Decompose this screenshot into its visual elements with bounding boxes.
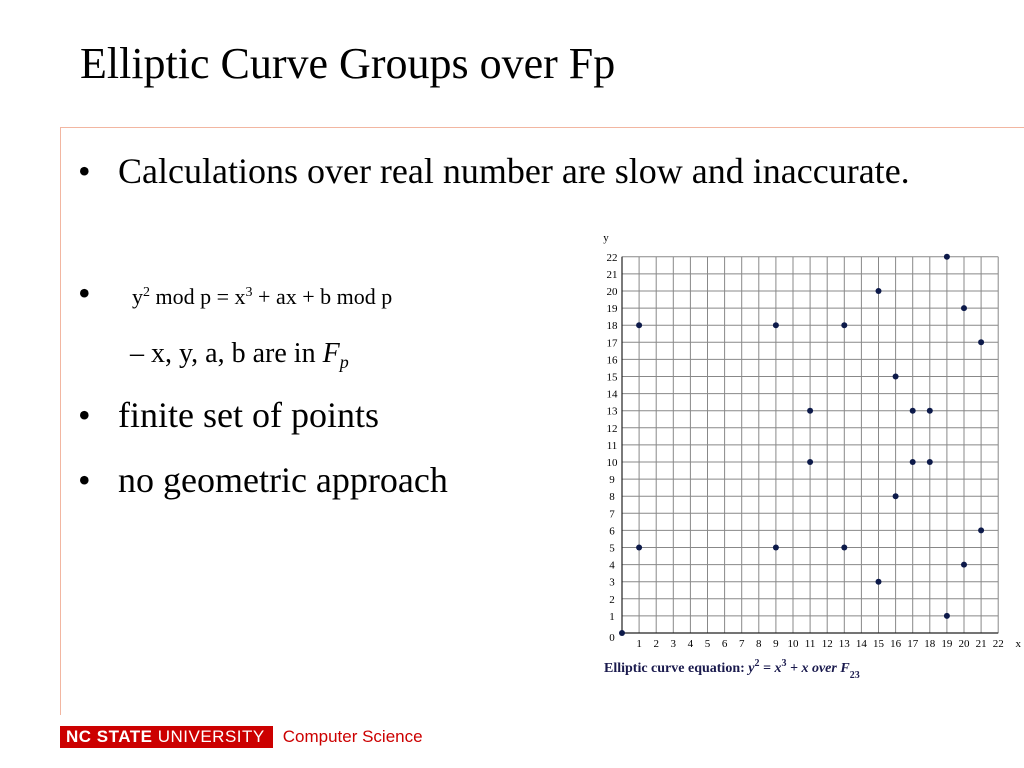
data-point: [773, 322, 779, 328]
caption-mid: = x: [759, 661, 782, 676]
y-tick-label: 22: [606, 251, 618, 264]
data-point: [636, 545, 642, 551]
data-point: [876, 288, 882, 294]
data-point: [807, 408, 813, 414]
data-point: [944, 254, 950, 260]
data-point: [893, 374, 899, 380]
department-name: Computer Science: [282, 727, 423, 746]
y-tick-label: 5: [609, 542, 615, 555]
left-divider: [60, 127, 61, 715]
y-tick-label: 2: [609, 593, 615, 606]
bullet-glyph: •: [78, 273, 91, 313]
bullet-item-equation: [78, 273, 393, 313]
y-tick-label: 21: [606, 268, 618, 281]
x-tick-label: 7: [738, 638, 745, 650]
data-point: [841, 545, 847, 551]
x-tick-label: 9: [773, 638, 779, 650]
y-tick-label: 9: [609, 474, 615, 487]
data-point: [961, 305, 967, 311]
x-tick-label: 20: [958, 638, 970, 650]
x-tick-label: 10: [787, 638, 799, 650]
y-tick-label: 10: [606, 457, 618, 469]
caption-prefix: Elliptic curve equation:: [604, 661, 749, 676]
y-tick-label: 15: [606, 371, 618, 384]
data-point: [961, 562, 967, 568]
x-tick-label: 12: [821, 638, 833, 650]
data-point: [807, 459, 813, 465]
bullet-item: [78, 459, 448, 501]
x-tick-label: 13: [838, 638, 850, 650]
caption-exp3: 3: [781, 658, 787, 669]
logo-rest: UNIVERSITY: [152, 727, 265, 746]
x-tick-label: 4: [687, 638, 694, 650]
data-point: [893, 493, 899, 499]
data-point: [636, 322, 642, 328]
slide-title: Elliptic Curve Groups over Fp: [80, 39, 616, 88]
x-tick-label: 11: [804, 638, 816, 650]
data-point: [910, 459, 916, 465]
y-tick-label: 19: [606, 303, 618, 316]
bullet-glyph: •: [78, 460, 91, 500]
y-tick-label: 4: [609, 559, 615, 572]
data-point: [876, 579, 882, 585]
data-point: [841, 322, 847, 328]
data-point: [927, 408, 933, 414]
sub-bullet-item: [130, 338, 349, 378]
x-tick-label: 1: [636, 638, 642, 650]
caption-exp2: 2: [754, 658, 760, 669]
x-tick-label: 21: [975, 638, 987, 650]
x-axis-label: x: [1015, 638, 1021, 650]
y-tick-label: 20: [606, 286, 618, 298]
data-point: [978, 527, 984, 533]
field-subscript: p: [339, 352, 349, 372]
x-tick-label: 17: [907, 638, 919, 650]
data-point: [619, 630, 625, 636]
bullet-item: [78, 150, 958, 192]
data-point: [927, 459, 933, 465]
data-point: [978, 339, 984, 345]
bullet-item: [78, 394, 379, 436]
bullet-text: Calculations over real number are slow and inaccurate.: [118, 151, 910, 191]
x-tick-label: 8: [756, 638, 762, 650]
sub-bullet-text: – x, y, a, b are in: [130, 338, 323, 369]
university-logo: [60, 726, 273, 748]
data-point: [773, 545, 779, 551]
x-tick-label: 18: [924, 638, 936, 650]
y-tick-label: 6: [609, 525, 615, 538]
x-tick-label: 3: [670, 638, 677, 650]
x-tick-label: 19: [941, 638, 953, 650]
footer: [60, 726, 423, 748]
x-tick-label: 14: [855, 638, 867, 650]
y-tick-label: 3: [609, 576, 615, 589]
eq-exp2: 2: [143, 285, 150, 300]
y-tick-label: 1: [609, 610, 615, 623]
caption-field: F: [840, 661, 850, 676]
y-tick-label: 8: [609, 491, 615, 504]
y-tick-label: 7: [609, 508, 615, 521]
eq-y: y: [132, 284, 143, 309]
eq-mid: mod p = x: [150, 284, 246, 309]
bullet-glyph: •: [78, 395, 91, 435]
x-tick-label: 16: [890, 638, 902, 650]
logo-bold: NC STATE: [66, 727, 153, 746]
bullet-text: no geometric approach: [118, 460, 448, 500]
y-tick-label: 17: [606, 337, 618, 350]
bullet-glyph: •: [78, 151, 91, 191]
x-tick-label: 6: [721, 638, 728, 650]
caption-field-sub: 23: [849, 670, 860, 681]
eq-tail: + ax + b mod p: [252, 284, 393, 309]
data-point: [910, 408, 916, 414]
x-tick-label: 15: [873, 638, 884, 650]
field-symbol: F: [322, 338, 340, 369]
scatter-chart: [590, 228, 1024, 658]
x-tick-label: 2: [653, 638, 659, 650]
data-point: [944, 613, 950, 619]
x-tick-label: 5: [704, 638, 711, 650]
bullet-text: finite set of points: [118, 395, 379, 435]
y-tick-label: 13: [606, 405, 618, 418]
origin-label: 0: [609, 632, 615, 644]
chart-caption: [604, 658, 860, 681]
title-divider: [60, 127, 1024, 128]
x-tick-label: 22: [992, 638, 1004, 650]
eq-exp3: 3: [245, 285, 253, 300]
y-axis-label: y: [603, 231, 609, 244]
y-tick-label: 11: [606, 439, 618, 452]
caption-tail: + x over: [786, 661, 841, 676]
y-tick-label: 14: [606, 388, 618, 401]
y-tick-label: 18: [606, 320, 618, 333]
caption-y: y: [748, 661, 755, 676]
y-tick-label: 12: [606, 422, 618, 435]
y-tick-label: 16: [606, 354, 618, 367]
